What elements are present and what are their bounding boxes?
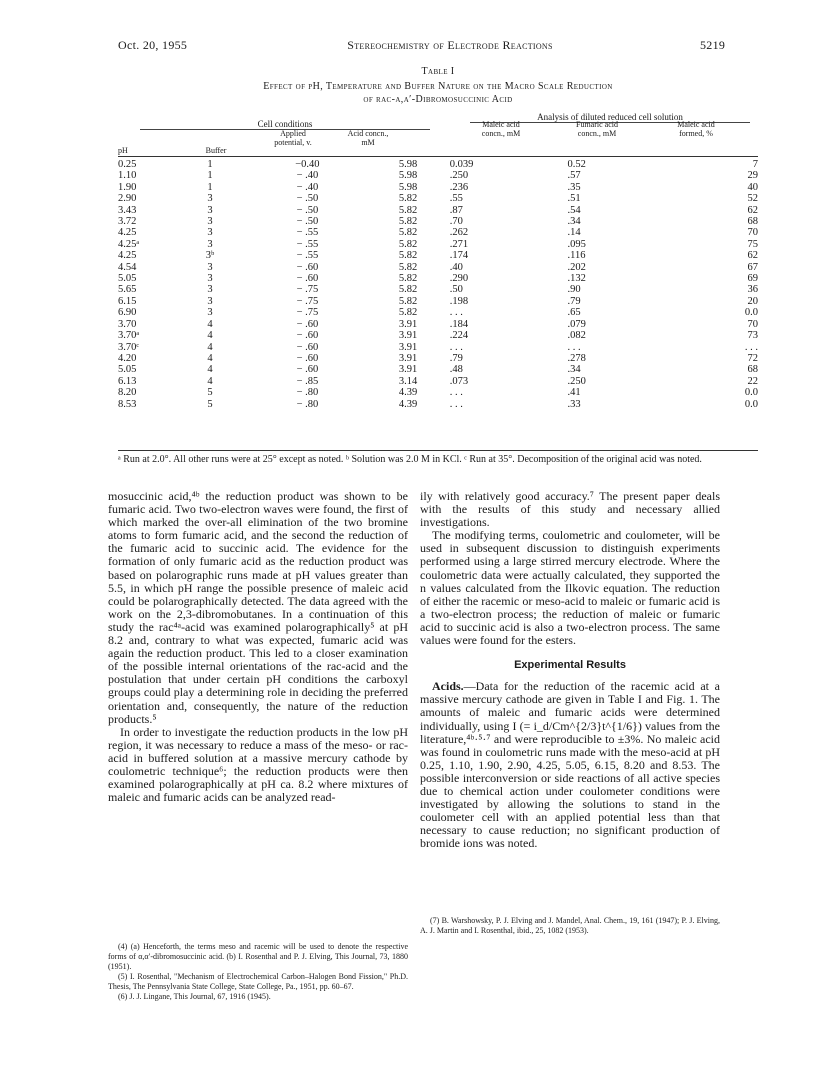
- table-header-rule: [118, 156, 758, 157]
- cell-fumaric-concn: .14: [567, 227, 581, 239]
- table-label: Table I: [421, 66, 455, 77]
- left-footnotes: [108, 942, 408, 1002]
- footnote-4: (4) (a) Henceforth, the terms meso and racemic will be used to denote the respective forms of α,α′-dibromosuccinic acid. (b) I. Rosenthal and P. J. Elving, This Journal, 73, 1880 (1951).: [108, 942, 408, 971]
- col-header-buffer: Buffer: [205, 146, 227, 155]
- cell-maleic-concn: .50: [449, 284, 463, 296]
- cell-fumaric-concn: . . .: [567, 341, 581, 353]
- cell-maleic-concn: 0.039: [449, 159, 474, 170]
- cell-ph: 8.20: [118, 387, 137, 399]
- cell-fumaric-concn: .79: [567, 295, 581, 307]
- cell-buffer: 3: [207, 227, 213, 239]
- cell-fumaric-concn: .132: [567, 273, 586, 285]
- cell-ph: 3.43: [118, 204, 137, 216]
- cell-maleic-concn: .174: [449, 250, 469, 262]
- table-caption-line2: of rac-α,α′-Dibromosuccinic Acid: [363, 94, 513, 105]
- cell-potential: − .85: [296, 375, 319, 387]
- table-footnote: ᵃ Run at 2.0°. All other runs were at 25° except as noted. ᵇ Solution was 2.0 M in KCl. ᶜ Run at 35°. Decomposition of the original acid was noted.: [118, 454, 702, 465]
- table-row: [118, 227, 758, 238]
- data-table: [118, 159, 758, 410]
- cell-ph: 2.90: [118, 193, 137, 205]
- cell-maleic-formed: 40: [747, 181, 758, 193]
- cell-maleic-formed: . . .: [744, 341, 758, 353]
- group-header-analysis: Analysis of diluted reduced cell solution: [470, 113, 750, 123]
- table-row: [118, 250, 758, 261]
- cell-buffer: 4: [207, 352, 213, 364]
- cell-ph: 3.70: [118, 318, 137, 330]
- cell-acid-concn: 4.39: [398, 398, 418, 410]
- cell-acid-concn: 5.82: [398, 307, 418, 319]
- table-row: [118, 193, 758, 204]
- table-row: [118, 273, 758, 284]
- cell-potential: − .60: [296, 352, 319, 364]
- cell-acid-concn: 3.91: [398, 364, 418, 376]
- table-row: [118, 353, 758, 364]
- cell-maleic-formed: 0.0: [744, 307, 758, 319]
- cell-maleic-concn: .250: [449, 170, 469, 182]
- cell-potential: − .55: [296, 250, 319, 262]
- header-title: Stereochemistry of Electrode Reactions: [347, 38, 553, 52]
- cell-buffer: 4: [207, 375, 213, 387]
- cell-potential: − .60: [296, 341, 319, 353]
- cell-maleic-concn: .271: [449, 238, 469, 250]
- cell-ph: 5.05: [118, 273, 137, 285]
- group-header-conditions: Cell conditions: [140, 120, 430, 130]
- cell-buffer: 4: [207, 364, 213, 376]
- cell-acid-concn: 5.82: [398, 284, 418, 296]
- cell-ph: 6.15: [118, 295, 137, 307]
- cell-ph: 8.53: [118, 398, 137, 410]
- cell-buffer: 4: [207, 341, 213, 353]
- cell-acid-concn: 5.82: [398, 227, 418, 239]
- header-date: Oct. 20, 1955: [118, 38, 188, 52]
- cell-maleic-concn: .073: [449, 375, 469, 387]
- cell-maleic-concn: .48: [449, 364, 463, 376]
- right-paragraph-1: ily with relatively good accuracy.⁷ The present paper deals with the results of this study and necessary allied investigations.: [420, 489, 720, 530]
- cell-maleic-formed: 29: [747, 170, 758, 182]
- table-caption-line1: Effect of pH, Temperature and Buffer Nature on the Macro Scale Reduction: [263, 81, 613, 92]
- cell-ph: 0.25: [118, 159, 137, 170]
- footnote-7: (7) B. Warshowsky, P. J. Elving and J. Mandel, Anal. Chem., 19, 161 (1947); P. J. Elving, A. J. Martin and I. Rosenthal, ibid., 25, 1082 (1953).: [420, 916, 720, 935]
- cell-buffer: 3ᵇ: [205, 250, 215, 262]
- cell-buffer: 3: [207, 284, 213, 296]
- cell-fumaric-concn: .116: [567, 250, 586, 262]
- table-row: [118, 364, 758, 375]
- cell-acid-concn: 5.82: [398, 295, 418, 307]
- cell-potential: − .80: [296, 398, 319, 410]
- cell-maleic-concn: . . .: [449, 341, 463, 353]
- col-header-maleic-concn: Maleic acid concn., mM: [481, 120, 521, 138]
- cell-potential: − .60: [296, 364, 319, 376]
- cell-acid-concn: 3.91: [398, 318, 418, 330]
- cell-ph: 4.25: [118, 227, 137, 239]
- cell-acid-concn: 5.82: [398, 273, 418, 285]
- cell-buffer: 1: [207, 181, 213, 193]
- cell-potential: −0.40: [295, 159, 320, 170]
- cell-maleic-concn: .236: [449, 181, 469, 193]
- cell-ph: 5.65: [118, 284, 137, 296]
- cell-maleic-formed: 75: [747, 238, 758, 250]
- cell-fumaric-concn: .34: [567, 216, 581, 228]
- cell-fumaric-concn: .65: [567, 307, 581, 319]
- right-paragraph-3: [420, 680, 720, 850]
- table-body: [118, 159, 758, 410]
- footnote-5: (5) I. Rosenthal, "Mechanism of Electrochemical Carbon–Halogen Bond Fission," Ph.D. Thesis, The Pennsylvania State College, State College, Pa., 1951, pp. 60–67.: [108, 972, 408, 991]
- cell-ph: 3.70ᵃ: [118, 330, 140, 342]
- cell-maleic-formed: 70: [747, 318, 758, 330]
- cell-maleic-formed: 67: [747, 261, 758, 273]
- cell-ph: 6.13: [118, 375, 137, 387]
- cell-maleic-formed: 70: [747, 227, 758, 239]
- acids-paragraph-text: —Data for the reduction of the racemic acid at a massive mercury cathode are given in Table I and Fig. 1. The amounts of maleic and fumaric acids were determined individually, using I (= i_d/Cm^{2/3}t^{1/6}) values from the literature,⁴ᵇ·⁵·⁷ and were reproducible to ±3%. No maleic acid was found in coulometric runs made with the meso-acid at pH 0.25, 1.10, 1.90, 2.90, 4.25, 5.05, 6.15, 8.20 and 8.53. The possible interconversion or side reactions of all active species due to chemical action under coulometer conditions were investigated by allowing the solutions to stand in the coulometer cell with an applied potential less than that necessary to cause reduction; no significant production of bromide ions was noted.: [420, 679, 720, 851]
- cell-acid-concn: 5.98: [398, 181, 418, 193]
- cell-maleic-formed: 0.0: [744, 398, 758, 410]
- table-row: [118, 330, 758, 341]
- footnote-6: (6) J. J. Lingane, This Journal, 67, 1916 (1945).: [118, 992, 271, 1001]
- cell-fumaric-concn: .54: [567, 204, 581, 216]
- cell-maleic-formed: 68: [747, 216, 758, 228]
- cell-ph: 4.20: [118, 352, 137, 364]
- cell-buffer: 3: [207, 216, 213, 228]
- acids-run-in-heading: Acids.: [432, 679, 464, 694]
- cell-fumaric-concn: .33: [567, 398, 581, 410]
- table-row: [118, 205, 758, 216]
- cell-maleic-formed: 62: [747, 204, 758, 216]
- cell-buffer: 5: [207, 398, 213, 410]
- cell-potential: − .60: [296, 273, 319, 285]
- cell-acid-concn: 5.82: [398, 261, 418, 273]
- table-row: [118, 284, 758, 295]
- cell-acid-concn: 3.91: [398, 352, 418, 364]
- cell-acid-concn: 5.82: [398, 250, 418, 262]
- left-paragraph-2: In order to investigate the reduction products in the low pH region, it was necessary to reduce a mass of the meso- or rac-acid in buffered solution at a massive mercury cathode by coulometric technique⁶; the reduction products were then examined polarographically at pH ca. 8.2 where mixtures of maleic and fumaric acids can be analyzed read-: [108, 724, 408, 805]
- cell-potential: − .80: [296, 387, 319, 399]
- cell-maleic-formed: 7: [752, 159, 758, 170]
- cell-maleic-formed: 36: [747, 284, 758, 296]
- cell-buffer: 3: [207, 193, 213, 205]
- cell-ph: 3.70ᶜ: [118, 341, 140, 353]
- section-heading: Experimental Results: [514, 659, 626, 672]
- cell-fumaric-concn: .082: [567, 330, 586, 342]
- cell-maleic-formed: 73: [747, 330, 758, 342]
- cell-ph: 1.10: [118, 170, 137, 182]
- table-row: [118, 239, 758, 250]
- table-row: [118, 262, 758, 273]
- cell-maleic-formed: 68: [747, 364, 758, 376]
- cell-ph: 6.90: [118, 307, 137, 319]
- cell-buffer: 3: [207, 307, 213, 319]
- cell-fumaric-concn: .202: [567, 261, 586, 273]
- cell-buffer: 1: [207, 170, 213, 182]
- table-row: [118, 216, 758, 227]
- cell-acid-concn: 3.14: [398, 375, 418, 387]
- col-header-fumaric-concn: Fumaric acid concn., mM: [576, 120, 618, 138]
- table-row: [118, 307, 758, 318]
- right-footnotes: [420, 916, 720, 936]
- cell-fumaric-concn: .278: [567, 352, 586, 364]
- cell-fumaric-concn: .90: [567, 284, 581, 296]
- cell-fumaric-concn: .079: [567, 318, 586, 330]
- right-column: [420, 490, 720, 850]
- cell-maleic-concn: .55: [449, 193, 463, 205]
- table-row: [118, 387, 758, 398]
- cell-potential: − .50: [296, 216, 319, 228]
- cell-fumaric-concn: .34: [567, 364, 581, 376]
- cell-fumaric-concn: .250: [567, 375, 586, 387]
- cell-fumaric-concn: .51: [567, 193, 581, 205]
- table-row: [118, 296, 758, 307]
- cell-maleic-formed: 20: [747, 295, 758, 307]
- cell-buffer: 5: [207, 387, 213, 399]
- cell-buffer: 3: [207, 261, 213, 273]
- table-bottom-rule: [118, 450, 758, 451]
- table-row: [118, 159, 758, 170]
- cell-maleic-concn: . . .: [449, 398, 463, 410]
- table-row: [118, 399, 758, 410]
- right-paragraph-2: The modifying terms, coulometric and coulometer, will be used in subsequent discussion to distinguish experiments performed using a large stirred mercury electrode. Where the coulometric data were actually calculated, they supported the n values calculated from the Ilkovic equation. The reduction of either the racemic or meso-acid to maleic or fumaric acid is a two-electron process; the reduction of maleic or fumaric acid to succinic acid is also a two-electron process. The same values were found for the esters.: [420, 528, 720, 648]
- cell-ph: 5.05: [118, 364, 137, 376]
- cell-fumaric-concn: .57: [567, 170, 581, 182]
- cell-fumaric-concn: 0.52: [567, 159, 586, 170]
- cell-maleic-concn: . . .: [449, 387, 463, 399]
- cell-maleic-concn: .87: [449, 204, 463, 216]
- cell-ph: 4.25ᵃ: [118, 238, 140, 250]
- cell-maleic-concn: .184: [449, 318, 469, 330]
- cell-potential: − .75: [296, 307, 319, 319]
- cell-buffer: 3: [207, 273, 213, 285]
- cell-maleic-formed: 52: [747, 193, 758, 205]
- table-row: [118, 182, 758, 193]
- cell-fumaric-concn: .35: [567, 181, 581, 193]
- cell-potential: − .60: [296, 261, 319, 273]
- cell-maleic-formed: 72: [747, 352, 758, 364]
- cell-acid-concn: 3.91: [398, 330, 418, 342]
- col-header-potential: Applied potential, v.: [274, 129, 312, 147]
- cell-acid-concn: 4.39: [398, 387, 418, 399]
- cell-maleic-formed: 62: [747, 250, 758, 262]
- cell-potential: − .60: [296, 318, 319, 330]
- cell-maleic-concn: .198: [449, 295, 469, 307]
- table-row: [118, 319, 758, 330]
- cell-fumaric-concn: .095: [567, 238, 586, 250]
- col-header-acid-concn: Acid concn., mM: [347, 129, 389, 147]
- cell-acid-concn: 5.82: [398, 193, 418, 205]
- cell-acid-concn: 3.91: [398, 341, 418, 353]
- cell-buffer: 4: [207, 330, 213, 342]
- page-number: 5219: [700, 38, 726, 52]
- cell-acid-concn: 5.82: [398, 238, 418, 250]
- cell-fumaric-concn: .41: [567, 387, 581, 399]
- cell-acid-concn: 5.98: [398, 170, 418, 182]
- cell-maleic-concn: .290: [449, 273, 469, 285]
- cell-maleic-concn: . . .: [449, 307, 463, 319]
- cell-buffer: 3: [207, 238, 213, 250]
- cell-acid-concn: 5.82: [398, 204, 418, 216]
- left-column: [108, 490, 408, 804]
- col-header-maleic-formed: Maleic acid formed, %: [677, 120, 715, 138]
- cell-buffer: 1: [207, 159, 213, 170]
- cell-potential: − .55: [296, 227, 319, 239]
- col-header-ph: pH: [118, 146, 128, 155]
- cell-potential: − .40: [296, 181, 319, 193]
- cell-potential: − .50: [296, 193, 319, 205]
- cell-potential: − .40: [296, 170, 319, 182]
- left-paragraph-1: mosuccinic acid,⁴ᵇ the reduction product was shown to be fumaric acid. Two two-electron waves were found, the first of which marked the over-all elimination of the two bromine atoms to form fumaric acid, and the second the reduction of the fumaric acid to succinic acid. The evidence for the formation of only fumaric acid as the reduction product was based on polarographic runs made at pH values greater than 5.5, in which pH range the possible presence of maleic acid could be polarographically detected. The data agreed with the work on the 2,3-dibromobutanes. In a continuation of this study the rac⁴ᵃ-acid was examined polarographically⁵ at pH 8.2 and, contrary to what was expected, fumaric acid was again the reduction product. This led to a closer examination of the possible internal orientations of the rac-acid and the postulation that under certain pH conditions the carboxyl groups could play a determining role in deciding the preferred orientation and, consequently, the nature of the reduction products.⁵: [108, 489, 408, 726]
- table-row: [118, 170, 758, 181]
- cell-potential: − .75: [296, 284, 319, 296]
- cell-acid-concn: 5.82: [398, 216, 418, 228]
- cell-maleic-concn: .40: [449, 261, 463, 273]
- cell-maleic-formed: 0.0: [744, 387, 758, 399]
- cell-buffer: 3: [207, 204, 213, 216]
- cell-maleic-concn: .224: [449, 330, 469, 342]
- cell-ph: 1.90: [118, 181, 137, 193]
- cell-maleic-concn: .70: [449, 216, 463, 228]
- cell-ph: 4.54: [118, 261, 137, 273]
- cell-ph: 4.25: [118, 250, 137, 262]
- cell-potential: − .55: [296, 238, 319, 250]
- table-row: [118, 342, 758, 353]
- table-row: [118, 376, 758, 387]
- cell-acid-concn: 5.98: [398, 159, 418, 170]
- cell-maleic-concn: .262: [449, 227, 469, 239]
- cell-maleic-formed: 69: [747, 273, 758, 285]
- cell-potential: − .60: [296, 330, 319, 342]
- cell-potential: − .75: [296, 295, 319, 307]
- cell-buffer: 3: [207, 295, 213, 307]
- cell-potential: − .50: [296, 204, 319, 216]
- cell-ph: 3.72: [118, 216, 137, 228]
- cell-buffer: 4: [207, 318, 213, 330]
- cell-maleic-concn: .79: [449, 352, 463, 364]
- cell-maleic-formed: 22: [747, 375, 758, 387]
